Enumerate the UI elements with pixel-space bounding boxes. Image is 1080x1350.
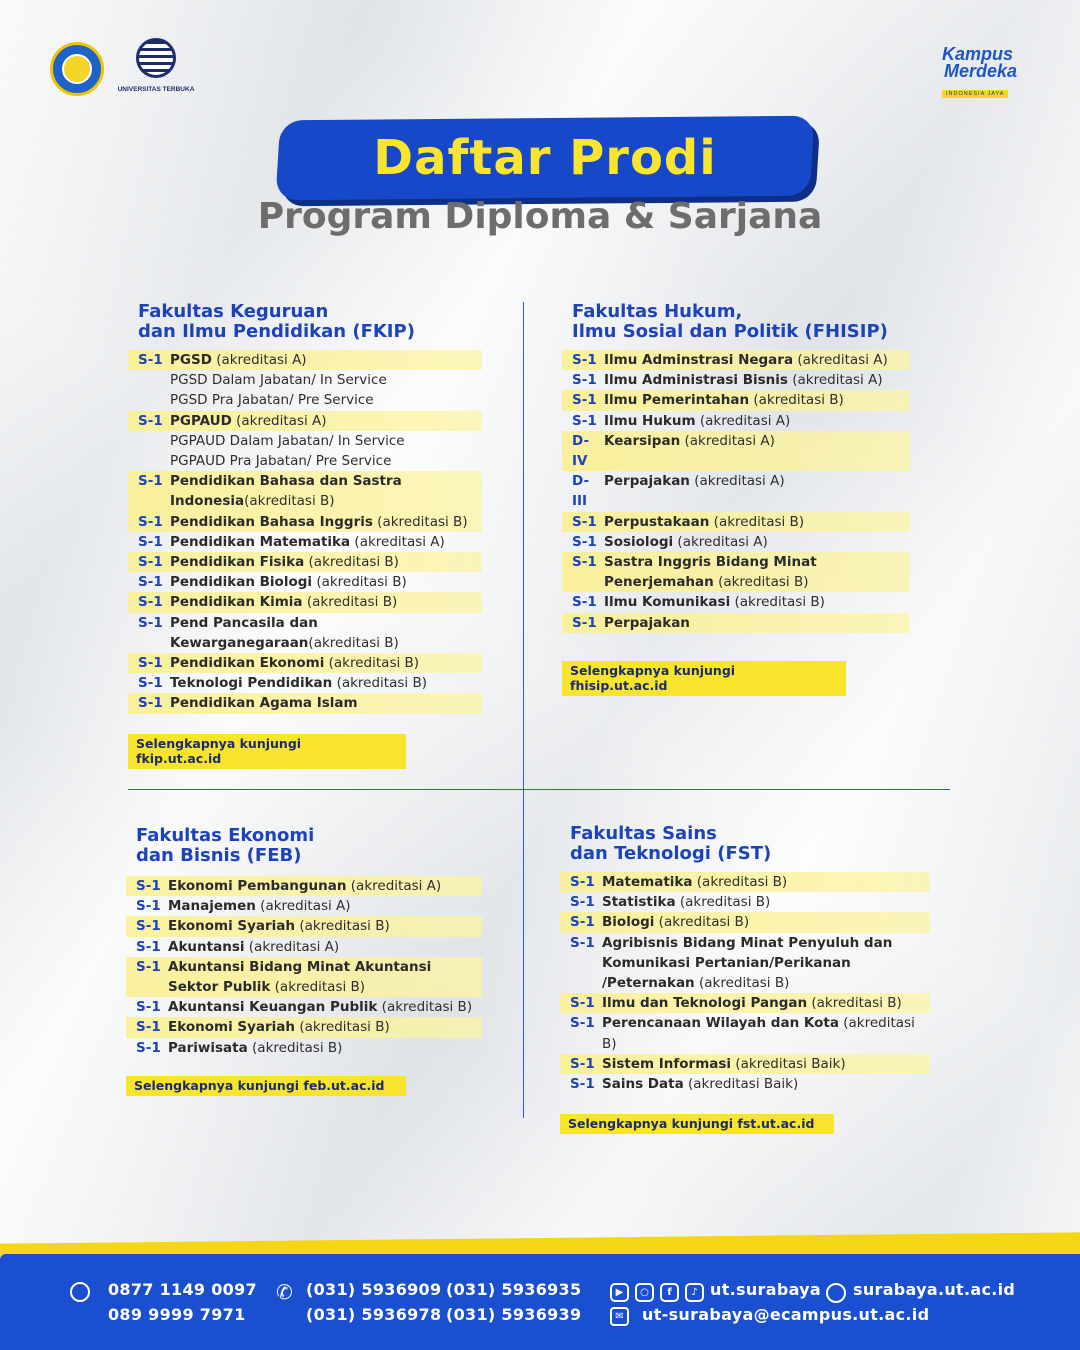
fst-program-row (560, 993, 930, 1013)
program-name (604, 350, 910, 370)
phone-number-1[interactable]: (031) 5936909 (306, 1280, 442, 1299)
program-title: PGPAUD (170, 412, 232, 429)
program-name (604, 512, 910, 532)
fhisip-program-row (562, 411, 910, 431)
accreditation-label: (akreditasi B) (749, 392, 844, 409)
program-title: Ilmu Adminstrasi Negara (604, 352, 794, 368)
program-name (602, 912, 930, 932)
accreditation-label: (akreditasi B) (709, 513, 805, 530)
fhisip-program-row (562, 471, 910, 511)
faculty-fkip (128, 302, 482, 769)
degree-label: S-1 (572, 614, 597, 631)
feb-program-row (126, 1038, 482, 1058)
feb-program-row (126, 1017, 482, 1037)
whatsapp-icon (70, 1282, 90, 1302)
kampus-merdeka-logo (942, 46, 1036, 99)
fkip-title (138, 302, 482, 342)
accreditation-label: (akreditasi B) (247, 1039, 343, 1056)
degree-label: S-1 (570, 934, 595, 951)
fst-program-list (560, 872, 930, 1094)
fkip-program-row (128, 512, 482, 532)
degree-label: S-1 (138, 675, 163, 692)
degree-label: S-1 (572, 554, 597, 571)
degree-label: S-1 (570, 1076, 595, 1093)
program-title: Perencanaan Wilayah dan Kota (602, 1015, 839, 1032)
degree-label: D-IV (572, 432, 590, 470)
program-title: Pendidikan Matematika (170, 533, 351, 550)
accreditation-label: (akreditasi A) (231, 412, 327, 429)
accreditation-label: (akreditasi B) (308, 634, 399, 651)
program-name (604, 471, 910, 491)
fhisip-title-line1: Fakultas Hukum, (572, 301, 743, 322)
program-title: Ilmu Hukum (604, 412, 696, 429)
fst-program-row (560, 912, 930, 932)
program-name (604, 411, 910, 431)
degree-label: S-1 (136, 1019, 161, 1036)
phone-number-2[interactable]: (031) 5936935 (446, 1280, 582, 1299)
accreditation-label: (akreditasi A) (350, 533, 445, 550)
accreditation-label: (akreditasi B) (295, 1019, 390, 1036)
fkip-visit-link[interactable]: Selengkapnya kunjungi fkip.ut.ac.id (128, 734, 406, 769)
degree-label: S-1 (570, 894, 595, 911)
fst-program-row (560, 1054, 930, 1074)
fhisip-program-row (562, 532, 910, 552)
program-title: Perpustakaan (604, 513, 710, 530)
program-name (170, 532, 482, 552)
accreditation-label: (akreditasi B) (304, 554, 399, 571)
accreditation-label: (akreditasi A) (211, 352, 307, 368)
degree-label: S-1 (572, 392, 597, 409)
accreditation-label: (akreditasi A) (346, 878, 442, 894)
feb-title-line2: dan Bisnis (FEB) (136, 845, 302, 866)
accreditation-label: (akreditasi B) (377, 999, 473, 1016)
ut-logo-text: UNIVERSITAS TERBUKA (117, 86, 195, 93)
program-title: Akuntansi Bidang Minat Akuntansi Sektor Publik (168, 958, 432, 996)
program-title: Ekonomi Syariah (168, 918, 296, 935)
fst-program-row (560, 1074, 930, 1094)
instagram-icon[interactable]: ○ (635, 1283, 654, 1302)
program-title: Statistika (602, 894, 676, 911)
program-title: Ilmu Pemerintahan (604, 392, 750, 409)
youtube-icon[interactable]: ▶ (610, 1283, 629, 1302)
fhisip-program-row (562, 350, 910, 370)
degree-label: S-1 (138, 574, 163, 591)
program-name (604, 552, 910, 592)
fkip-program-row (128, 532, 482, 552)
page-title: Daftar Prodi (373, 130, 717, 186)
phone-number-4[interactable]: (031) 5936939 (446, 1305, 582, 1324)
email-address[interactable]: ut-surabaya@ecampus.ut.ac.id (642, 1305, 930, 1324)
fkip-title-line2: dan Ilmu Pendidikan (FKIP) (138, 321, 415, 342)
fkip-program-row (128, 693, 482, 713)
program-name (602, 933, 930, 994)
program-title: Biologi (602, 914, 655, 931)
program-title: Pendidikan Biologi (170, 574, 313, 591)
program-name (170, 673, 482, 693)
fhisip-title-line2: Ilmu Sosial dan Politik (FHISIP) (572, 321, 888, 342)
degree-label: S-1 (138, 594, 163, 611)
fhisip-program-list (562, 350, 910, 633)
degree-label: S-1 (570, 914, 595, 931)
accreditation-label: (akreditasi B) (694, 975, 790, 992)
program-title: Manajemen (168, 898, 256, 915)
degree-label: S-1 (138, 554, 163, 571)
program-name (170, 512, 482, 532)
accreditation-label: (akreditasi B) (302, 594, 398, 611)
km-line2: Merdeka (944, 61, 1018, 81)
accreditation-label: (akreditasi B) (692, 874, 788, 890)
universitas-terbuka-logo (116, 38, 196, 102)
program-name (170, 693, 482, 713)
fkip-program-row (128, 350, 482, 370)
fst-title-line1: Fakultas Sains (570, 823, 717, 844)
degree-label: S-1 (136, 958, 161, 975)
program-title: PGSD (170, 352, 212, 368)
fkip-program-row (128, 390, 482, 410)
degree-label: S-1 (138, 352, 163, 368)
program-title: Ilmu dan Teknologi Pangan (602, 995, 808, 1012)
fst-program-row (560, 1013, 930, 1053)
degree-label: S-1 (572, 412, 597, 429)
feb-visit-link[interactable]: Selengkapnya kunjungi feb.ut.ac.id (126, 1076, 406, 1096)
program-title: Pendidikan Fisika (170, 554, 305, 571)
accreditation-label: (akreditasi A) (255, 898, 351, 915)
program-title: Pendidikan Bahasa dan Sastra Indonesia (170, 473, 402, 510)
program-name (170, 613, 482, 653)
feb-program-row (126, 957, 482, 997)
facebook-icon[interactable]: f (660, 1283, 679, 1302)
degree-label: S-1 (136, 999, 161, 1016)
website-link[interactable]: surabaya.ut.ac.id (853, 1280, 1016, 1299)
accreditation-label: (akreditasi A) (689, 473, 785, 490)
program-name (602, 993, 930, 1013)
program-title: Sistem Informasi (602, 1055, 732, 1072)
accreditation-label: (akreditasi B) (324, 655, 420, 672)
degree-label: S-1 (136, 918, 161, 935)
fst-title-line2: dan Teknologi (FST) (570, 843, 772, 864)
fkip-program-row (128, 471, 482, 511)
fhisip-program-row (562, 592, 910, 612)
program-name (170, 370, 482, 390)
program-title: Agribisnis Bidang Minat Penyuluh dan Komunikasi Pertanian/Perikanan /Peternakan (602, 934, 893, 992)
whatsapp-number-2[interactable]: 089 9999 7971 (108, 1305, 246, 1324)
program-title: Pend Pancasila dan Kewarganegaraan (170, 614, 318, 651)
fkip-program-list (128, 350, 482, 714)
accreditation-label: (akreditasi A) (787, 372, 883, 389)
km-line1: Kampus (942, 44, 1014, 64)
fst-visit-link[interactable]: Selengkapnya kunjungi fst.ut.ac.id (560, 1114, 834, 1134)
program-title: Akuntansi (168, 938, 245, 955)
accreditation-label: (akreditasi B) (602, 1015, 915, 1052)
program-name (604, 592, 910, 612)
degree-label: D-III (572, 473, 590, 510)
fkip-program-row (128, 613, 482, 653)
program-name (168, 876, 482, 896)
fkip-program-row (128, 451, 482, 471)
degree-label: S-1 (136, 938, 161, 955)
program-title: Pendidikan Agama Islam (170, 695, 358, 712)
program-title: Pendidikan Kimia (170, 594, 303, 611)
program-name (170, 653, 482, 673)
feb-program-row (126, 937, 482, 957)
program-title: Kearsipan (604, 432, 681, 449)
accreditation-label: (akreditasi B) (312, 574, 407, 591)
tiktok-icon[interactable]: ♪ (685, 1283, 704, 1302)
footer-contact-bar (0, 1254, 1080, 1350)
fst-program-row (560, 892, 930, 912)
kemendikbud-logo (50, 42, 104, 96)
program-title: Pendidikan Bahasa Inggris (170, 513, 373, 530)
degree-label: S-1 (136, 898, 161, 915)
program-title: Sastra Inggris Bidang Minat Penerjemahan (604, 554, 817, 591)
km-line3: INDONESIA JAYA (942, 90, 1008, 98)
accreditation-label: (akreditasi B) (332, 675, 427, 692)
fhisip-program-row (562, 390, 910, 410)
page-subtitle: Program Diploma & Sarjana (257, 196, 823, 237)
faculty-feb (126, 826, 482, 1096)
degree-label: S-1 (138, 533, 163, 550)
accreditation-label: (akreditasi B) (372, 513, 468, 530)
degree-label: S-1 (138, 473, 163, 490)
degree-label: S-1 (136, 878, 161, 894)
program-name (168, 957, 482, 997)
degree-label: S-1 (136, 1039, 161, 1056)
horizontal-divider (128, 789, 950, 790)
fhisip-program-row (562, 431, 910, 471)
program-name (604, 390, 910, 410)
degree-label: S-1 (138, 695, 163, 712)
fhisip-title (572, 302, 910, 342)
program-title: Matematika (602, 874, 693, 890)
program-name (602, 1013, 930, 1053)
program-name (170, 471, 482, 511)
accreditation-label: (akreditasi B) (675, 894, 771, 911)
program-name (168, 916, 482, 936)
degree-label: S-1 (138, 513, 163, 530)
program-name (602, 1074, 930, 1094)
whatsapp-number-1[interactable]: 0877 1149 0097 (108, 1280, 257, 1299)
fkip-program-row (128, 592, 482, 612)
fhisip-program-row (562, 370, 910, 390)
degree-label: S-1 (570, 995, 595, 1012)
accreditation-label: (akreditasi Baik) (731, 1055, 846, 1072)
program-title: Perpajakan (604, 473, 690, 490)
program-name (168, 896, 482, 916)
fkip-program-row (128, 370, 482, 390)
degree-label: S-1 (572, 372, 597, 389)
fst-title (570, 824, 930, 864)
program-name (170, 350, 482, 370)
program-title: Teknologi Pendidikan (170, 675, 333, 692)
program-name (168, 997, 482, 1017)
fkip-program-row (128, 411, 482, 431)
program-title: Ilmu Komunikasi (604, 594, 731, 611)
feb-title-line1: Fakultas Ekonomi (136, 825, 315, 846)
program-name (170, 572, 482, 592)
accreditation-label: (akreditasi B) (270, 979, 366, 996)
accreditation-label: (akreditasi A) (680, 432, 775, 449)
program-name (170, 552, 482, 572)
degree-label: S-1 (572, 533, 597, 550)
phone-icon: ✆ (276, 1280, 293, 1304)
program-name (604, 532, 910, 552)
program-name (170, 592, 482, 612)
program-name (602, 872, 930, 892)
accreditation-label: (akreditasi B) (654, 914, 750, 931)
program-title: Ekonomi Pembangunan (168, 878, 347, 894)
feb-program-list (126, 876, 482, 1058)
fkip-program-row (128, 431, 482, 451)
phone-number-3[interactable]: (031) 5936978 (306, 1305, 442, 1324)
program-title: Sains Data (602, 1076, 684, 1093)
program-title: Sosiologi (604, 533, 674, 550)
program-name (604, 370, 910, 390)
program-title: Ekonomi Syariah (168, 1019, 296, 1036)
fkip-program-row (128, 572, 482, 592)
accreditation-label: (akreditasi B) (807, 995, 902, 1012)
degree-label: S-1 (138, 614, 163, 631)
feb-program-row (126, 916, 482, 936)
fhisip-program-row (562, 512, 910, 532)
faculty-fst (560, 824, 930, 1134)
accreditation-label: (akreditasi A) (695, 412, 791, 429)
social-handle[interactable]: ut.surabaya (710, 1280, 822, 1299)
feb-program-row (126, 997, 482, 1017)
program-sub-name: PGPAUD Pra Jabatan/ Pre Service (170, 453, 392, 470)
program-name (170, 431, 482, 451)
fkip-title-line1: Fakultas Keguruan (138, 301, 329, 322)
fhisip-visit-link[interactable]: Selengkapnya kunjungi fhisip.ut.ac.id (562, 661, 846, 696)
fhisip-program-row (562, 552, 910, 592)
program-sub-name: PGPAUD Dalam Jabatan/ In Service (170, 432, 405, 449)
faculty-fhisip (562, 302, 910, 696)
program-title: Akuntansi Keuangan Publik (168, 999, 378, 1016)
program-name (602, 892, 930, 912)
program-name (604, 431, 910, 451)
ut-globe-icon (136, 38, 176, 78)
feb-program-row (126, 876, 482, 896)
globe-icon (826, 1283, 846, 1303)
vertical-divider (523, 302, 524, 1118)
program-title: Perpajakan (604, 614, 690, 631)
feb-program-row (126, 896, 482, 916)
feb-title (136, 826, 482, 866)
program-name (168, 1017, 482, 1037)
accreditation-label: (akreditasi A) (673, 533, 768, 550)
program-name (602, 1054, 930, 1074)
program-title: Pariwisata (168, 1039, 248, 1056)
fst-program-row (560, 872, 930, 892)
accreditation-label: (akreditasi B) (730, 594, 825, 611)
program-name (170, 451, 482, 471)
degree-label: S-1 (570, 874, 595, 890)
degree-label: S-1 (138, 412, 163, 429)
fkip-program-row (128, 552, 482, 572)
program-sub-name: PGSD Dalam Jabatan/ In Service (170, 372, 387, 389)
degree-label: S-1 (572, 513, 597, 530)
program-name (170, 390, 482, 410)
degree-label: S-1 (570, 1055, 595, 1072)
degree-label: S-1 (572, 594, 597, 611)
accreditation-label: (akreditasi Baik) (683, 1076, 799, 1093)
fhisip-program-row (562, 613, 910, 633)
fkip-program-row (128, 653, 482, 673)
accreditation-label: (akreditasi B) (244, 493, 335, 510)
program-title: Pendidikan Ekonomi (170, 655, 325, 672)
fkip-program-row (128, 673, 482, 693)
program-title: Ilmu Administrasi Bisnis (604, 372, 788, 389)
program-name (170, 411, 482, 431)
degree-label: S-1 (138, 655, 163, 672)
accreditation-label: (akreditasi B) (295, 918, 390, 935)
accreditation-label: (akreditasi B) (713, 574, 809, 591)
program-name (168, 1038, 482, 1058)
program-name (168, 937, 482, 957)
accreditation-label: (akreditasi A) (793, 352, 888, 368)
degree-label: S-1 (570, 1015, 595, 1032)
accreditation-label: (akreditasi A) (244, 938, 340, 955)
program-name (604, 613, 910, 633)
program-sub-name: PGSD Pra Jabatan/ Pre Service (170, 392, 374, 409)
fst-program-row (560, 933, 930, 994)
degree-label: S-1 (572, 352, 597, 368)
email-icon: ✉ (610, 1307, 629, 1326)
